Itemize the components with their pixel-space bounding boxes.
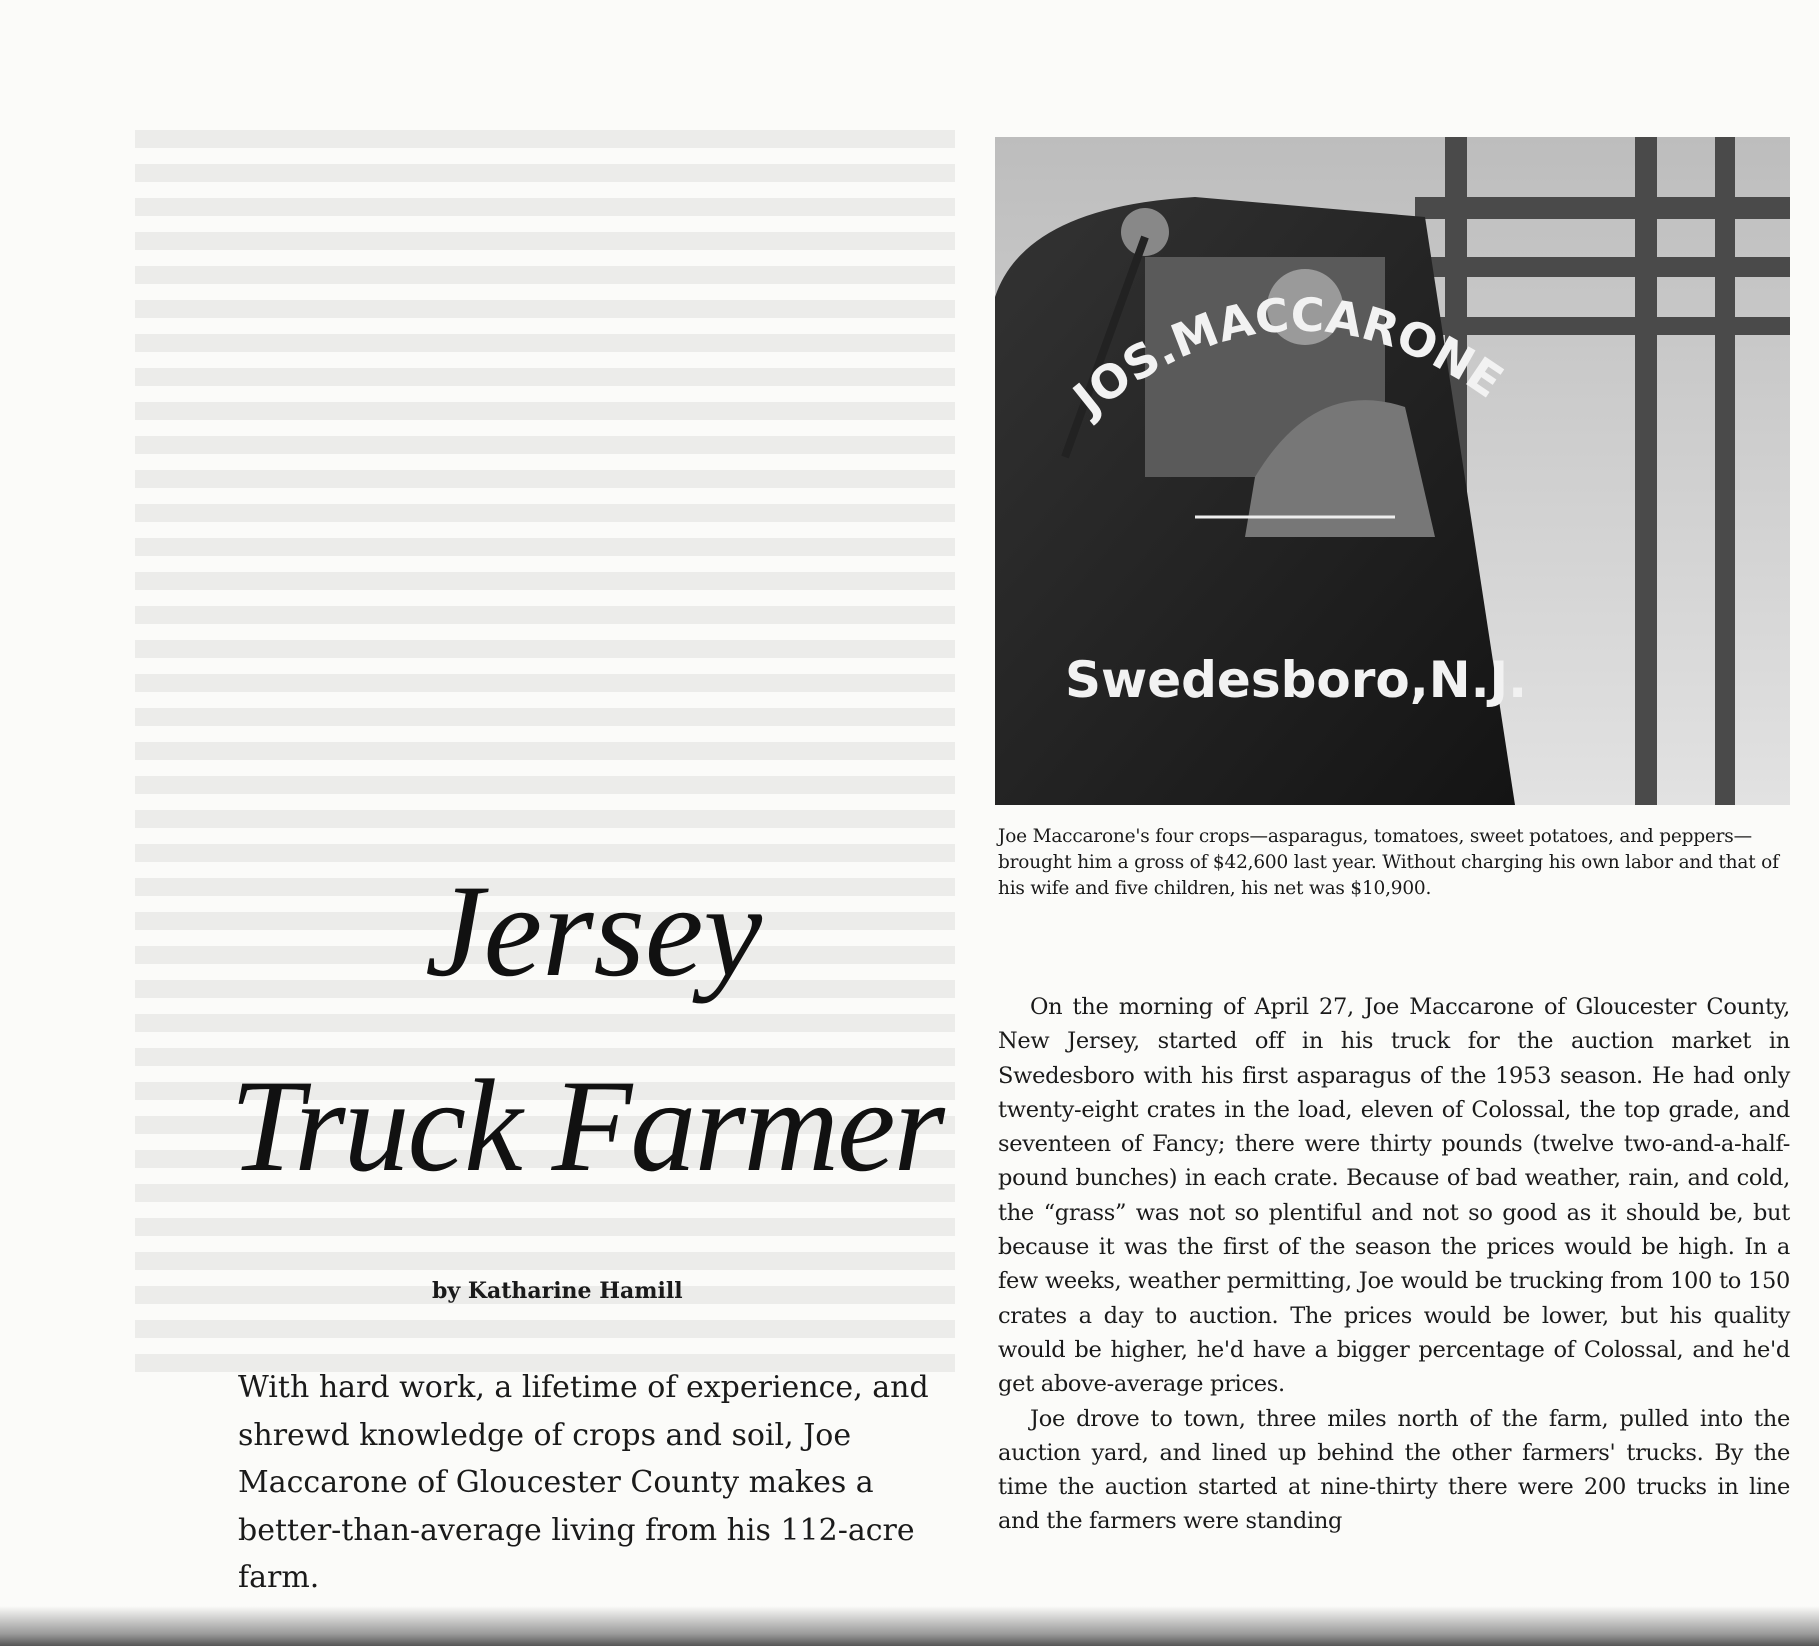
truck-lettering-town: Swedesboro,N.J. [1065,651,1528,709]
title-line-2: Truck Farmer [230,1052,943,1199]
byline: by Katharine Hamill [432,1278,683,1304]
article-deck: With hard work, a lifetime of experience, and shrewd knowledge of crops and soil, Joe Maccarone of Gloucester County makes a better-than-average living from his 112-acre farm. [238,1370,929,1595]
article-body [998,990,1790,1539]
scan-edge-shadow [0,1606,1819,1646]
photo-caption: Joe Maccarone's four crops—asparagus, tomatoes, sweet potatoes, and peppers—brought him a gross of $42,600 last year. Without charging his own labor and that of his wife and five children, his net was $10,900. [998,826,1779,899]
title-line-1: Jersey [425,857,763,1004]
paragraph: On the morning of April 27, Joe Maccarone of Gloucester County, New Jersey, started off in his truck for the auction market in Swedesboro with his first asparagus of the 1953 season. He had only twenty-eight crates in the load, eleven of Colossal, the top grade, and seventeen of Fancy; there were thirty pounds (twelve two-and-a-half-pound bunches) in each crate. Because of bad weather, rain, and cold, the “grass” was not so plentiful and not so good as it should be, but because it was the first of the season the prices would be high. In a few weeks, weather permitting, Joe would be trucking from 100 to 150 crates a day to auction. The prices would be lower, but his quality would be higher, he'd have a bigger percentage of Colossal, and he'd get above-average prices. [998,994,1790,1398]
truck-lettering-name: JOS.MACCARONE [1063,287,1513,426]
truck-photo [995,137,1790,805]
paragraph: Joe drove to town, three miles north of the farm, pulled into the auction yard, and lined up behind the other farmers' trucks. By the time the auction started at nine-thirty there were 200 trucks in line and the farmers were standing [998,1405,1790,1535]
